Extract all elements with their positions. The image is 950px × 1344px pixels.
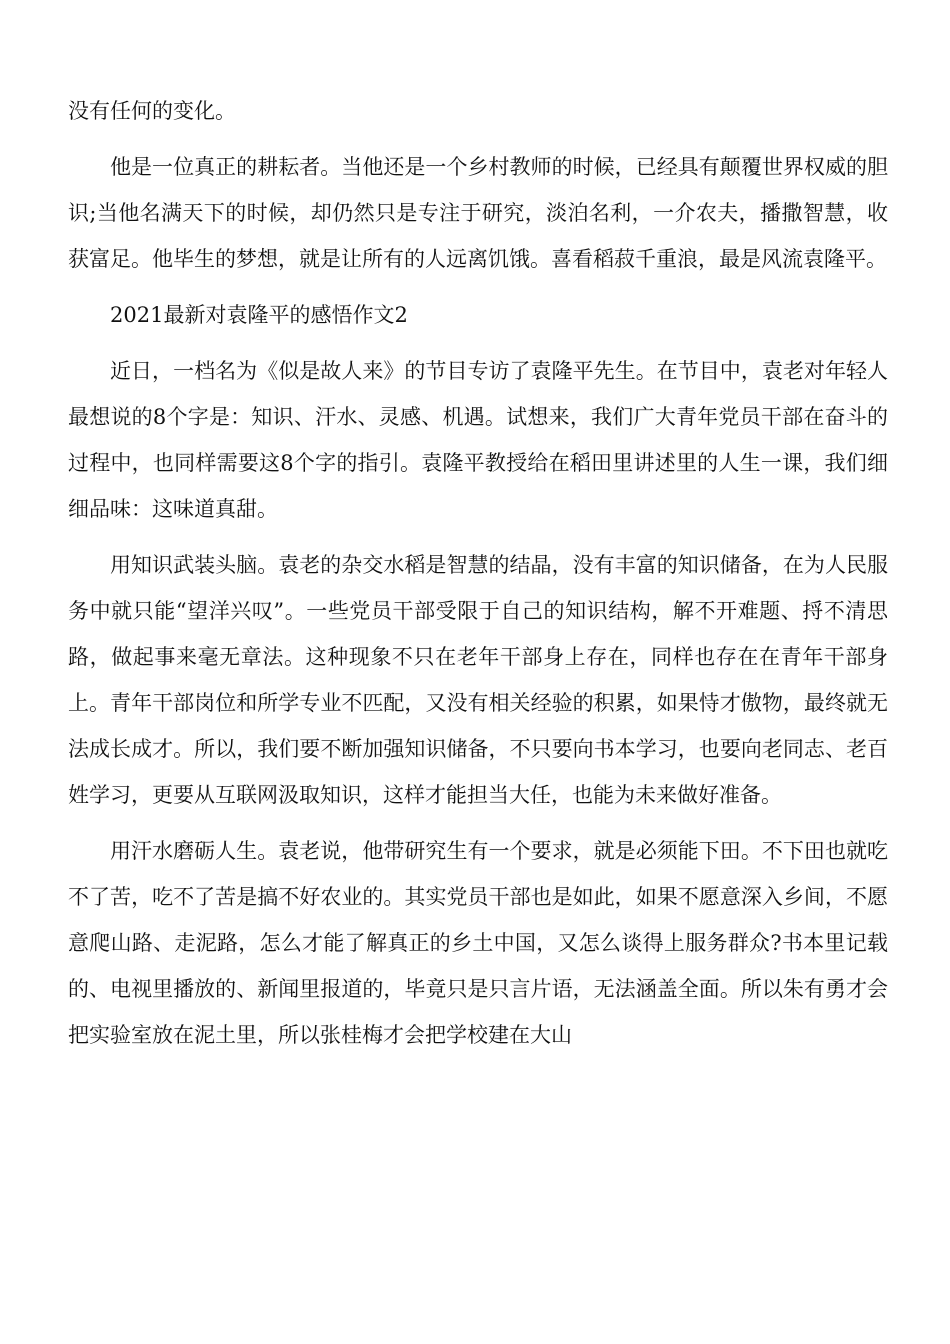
- section-heading: 2021最新对袁隆平的感悟作文2: [110, 303, 408, 327]
- document-body: [68, 88, 888, 1068]
- paragraph-continuation: 没有任何的变化。: [68, 99, 236, 123]
- paragraph-intro: 近日，一档名为《似是故人来》的节目专访了袁隆平先生。在节目中，袁老对年轻人最想说的8个字是：知识、汗水、灵感、机遇。试想来，我们广大青年党员干部在奋斗的过程中，也同样需要这8个字的指引。袁隆平教授给在稻田里讲述里的人生一课，我们细细品味：这味道真甜。: [68, 359, 888, 521]
- paragraph-knowledge: 用知识武装头脑。袁老的杂交水稻是智慧的结晶，没有丰富的知识储备，在为人民服务中就只能“望洋兴叹”。一些党员干部受限于自己的知识结构，解不开难题、捋不清思路，做起事来毫无章法。这种现象不只在老年干部身上存在，同样也存在在青年干部身上。青年干部岗位和所学专业不匹配，又没有相关经验的积累，如果恃才傲物，最终就无法成长成才。所以，我们要不断加强知识储备，不只要向书本学习，也要向老同志、老百姓学习，更要从互联网汲取知识，这样才能担当大任，也能为未来做好准备。: [68, 553, 888, 807]
- paragraph-cultivator: 他是一位真正的耕耘者。当他还是一个乡村教师的时候，已经具有颠覆世界权威的胆识;当他名满天下的时候，却仍然只是专注于研究，淡泊名利，一介农夫，播撒智慧，收获富足。他毕生的梦想，就是让所有的人远离饥饿。喜看稻菽千重浪，最是风流袁隆平。: [68, 155, 888, 271]
- paragraph-sweat: 用汗水磨砺人生。袁老说，他带研究生有一个要求，就是必须能下田。不下田也就吃不了苦，吃不了苦是搞不好农业的。其实党员干部也是如此，如果不愿意深入乡间，不愿意爬山路、走泥路，怎么才能了解真正的乡土中国，又怎么谈得上服务群众?书本里记载的、电视里播放的、新闻里报道的，毕竟只是只言片语，无法涵盖全面。所以朱有勇才会把实验室放在泥土里，所以张桂梅才会把学校建在大山: [68, 839, 888, 1047]
